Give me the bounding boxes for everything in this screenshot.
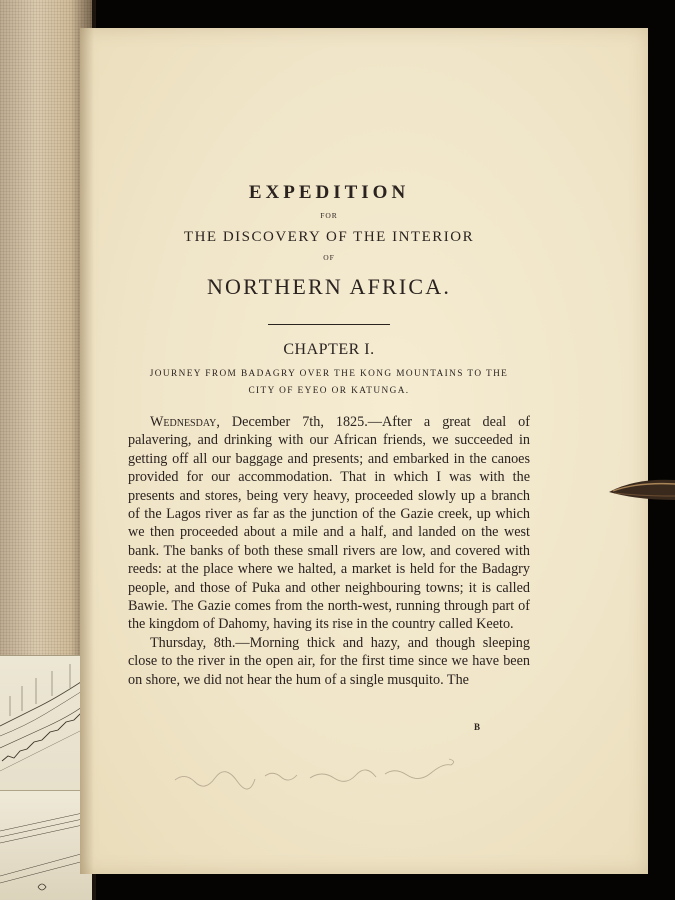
paragraph-2: Thursday, 8th.—Morning thick and hazy, and though sleeping close to the river in the open air, for the first time since we have been on shore, we did not hear the hum of a single musquito. The	[128, 634, 530, 688]
folded-map-lower	[0, 790, 92, 900]
map-lines-graphic	[0, 791, 92, 900]
paragraph-1	[128, 413, 530, 634]
title-of: OF	[323, 253, 335, 262]
title-discovery: THE DISCOVERY OF THE INTERIOR	[183, 229, 475, 245]
signature-mark: B	[474, 722, 481, 732]
paragraph-1-lead: Wednesday,	[150, 414, 220, 430]
title-for: FOR	[320, 211, 338, 220]
chapter-subtitle-line1: JOURNEY FROM BADAGRY OVER THE KONG MOUNTAINS TO THE	[149, 369, 509, 379]
page-content	[128, 178, 530, 689]
bookmark-nib	[605, 470, 675, 510]
chapter-subtitle-line2: CITY OF EYEO OR KATUNGA.	[248, 386, 410, 396]
paragraph-1-text: December 7th, 1825.—After a great deal of palavering, and drinking with our African friends, we succeeded in getting off all our baggage and presents; and embarked in the canoes provided for our accommodation. That in which I was with the presents and stores, being very heavy, proceeded slowly up a branch of the Lagos river as far as the junction of the Gazie creek, up which we then proceeded about a mile and a half, and landed on the west bank. The banks of both these small rivers are low, and covered with reeds: at the place where we halted, a market is held for the Badagry people, and those of Puka and other neighbouring towns; it is called Bawie. The Gazie comes from the north-west, running through part of the kingdom of Dahomy, having its rise in the country called Keeto.	[128, 414, 530, 633]
chapter-heading: CHAPTER I.	[283, 341, 375, 358]
map-coastline-graphic	[0, 656, 90, 791]
title-northern-africa: NORTHERN AFRICA.	[206, 274, 452, 299]
body-text	[128, 413, 530, 689]
pencil-inscription	[170, 752, 470, 792]
title-expedition: EXPEDITION	[248, 182, 410, 203]
page-gutter-shadow	[80, 28, 94, 874]
chapter-subtitle	[128, 366, 530, 400]
